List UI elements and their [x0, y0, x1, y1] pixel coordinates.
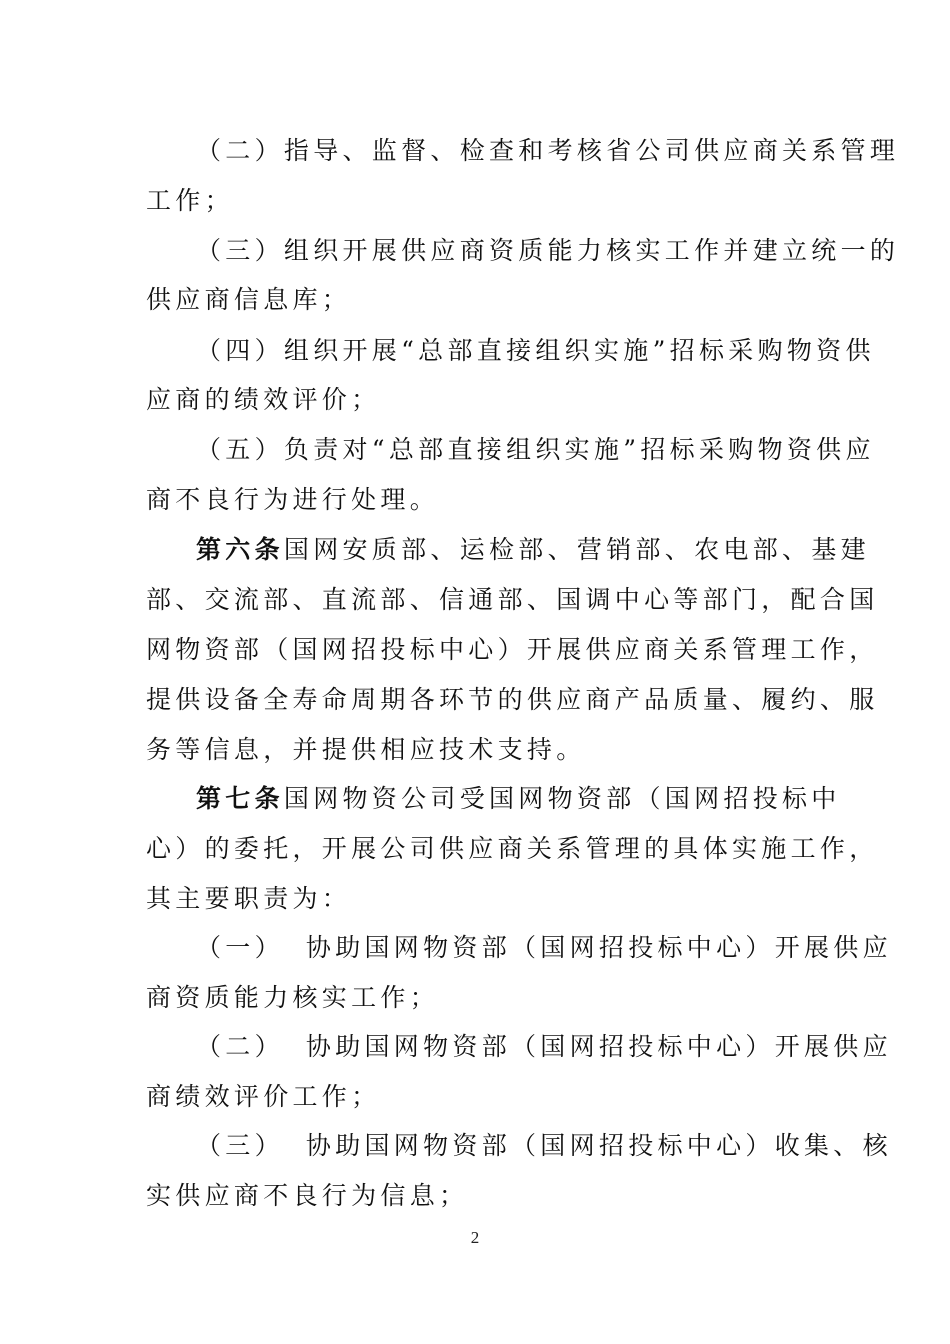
- text-line: 网物资部（国网招投标中心）开展供应商关系管理工作，: [146, 635, 879, 664]
- text-line: 务等信息，并提供相应技术支持。: [146, 735, 586, 764]
- text-line: 商资质能力核实工作；: [146, 983, 440, 1012]
- text-line: 实供应商不良行为信息；: [146, 1181, 469, 1210]
- item-number: （一）: [196, 933, 284, 962]
- text-line: （二）指导、监督、检查和考核省公司供应商关系管理: [196, 136, 900, 165]
- text-line: （五）负责对“总部直接组织实施”招标采购物资供应: [196, 435, 875, 464]
- text-line: 应商的绩效评价；: [146, 385, 381, 414]
- text-line: （三）组织开展供应商资质能力核实工作并建立统一的: [196, 236, 900, 265]
- text-line: 其主要职责为：: [146, 884, 352, 913]
- item-number: （三）: [196, 1131, 284, 1160]
- page-number: 2: [470, 1228, 480, 1247]
- item-first-line: [196, 932, 892, 964]
- text-line: 供应商信息库；: [146, 285, 352, 314]
- article-first-line: [196, 783, 841, 815]
- text-line: 工作；: [146, 186, 234, 215]
- article-first-line: [196, 534, 870, 566]
- item-text: 协助国网物资部（国网招投标中心）收集、核: [305, 1131, 892, 1160]
- text-line: 商绩效评价工作；: [146, 1082, 381, 1111]
- text-line: 商不良行为进行处理。: [146, 485, 440, 514]
- text-line: 提供设备全寿命周期各环节的供应商产品质量、履约、服: [146, 685, 879, 714]
- article-heading: 第六条: [196, 535, 284, 564]
- article-text: 国网安质部、运检部、营销部、农电部、基建: [283, 535, 870, 564]
- text-line: （四）组织开展“总部直接组织实施”招标采购物资供: [196, 336, 875, 365]
- item-text: 协助国网物资部（国网招投标中心）开展供应: [305, 933, 892, 962]
- item-first-line: [196, 1130, 892, 1162]
- item-first-line: [196, 1031, 892, 1063]
- item-number: （二）: [196, 1032, 284, 1061]
- item-text: 协助国网物资部（国网招投标中心）开展供应: [305, 1032, 892, 1061]
- article-heading: 第七条: [196, 784, 284, 813]
- text-line: 心）的委托，开展公司供应商关系管理的具体实施工作，: [146, 834, 879, 863]
- text-line: 部、交流部、直流部、信通部、国调中心等部门，配合国: [146, 585, 879, 614]
- article-text: 国网物资公司受国网物资部（国网招投标中: [283, 784, 841, 813]
